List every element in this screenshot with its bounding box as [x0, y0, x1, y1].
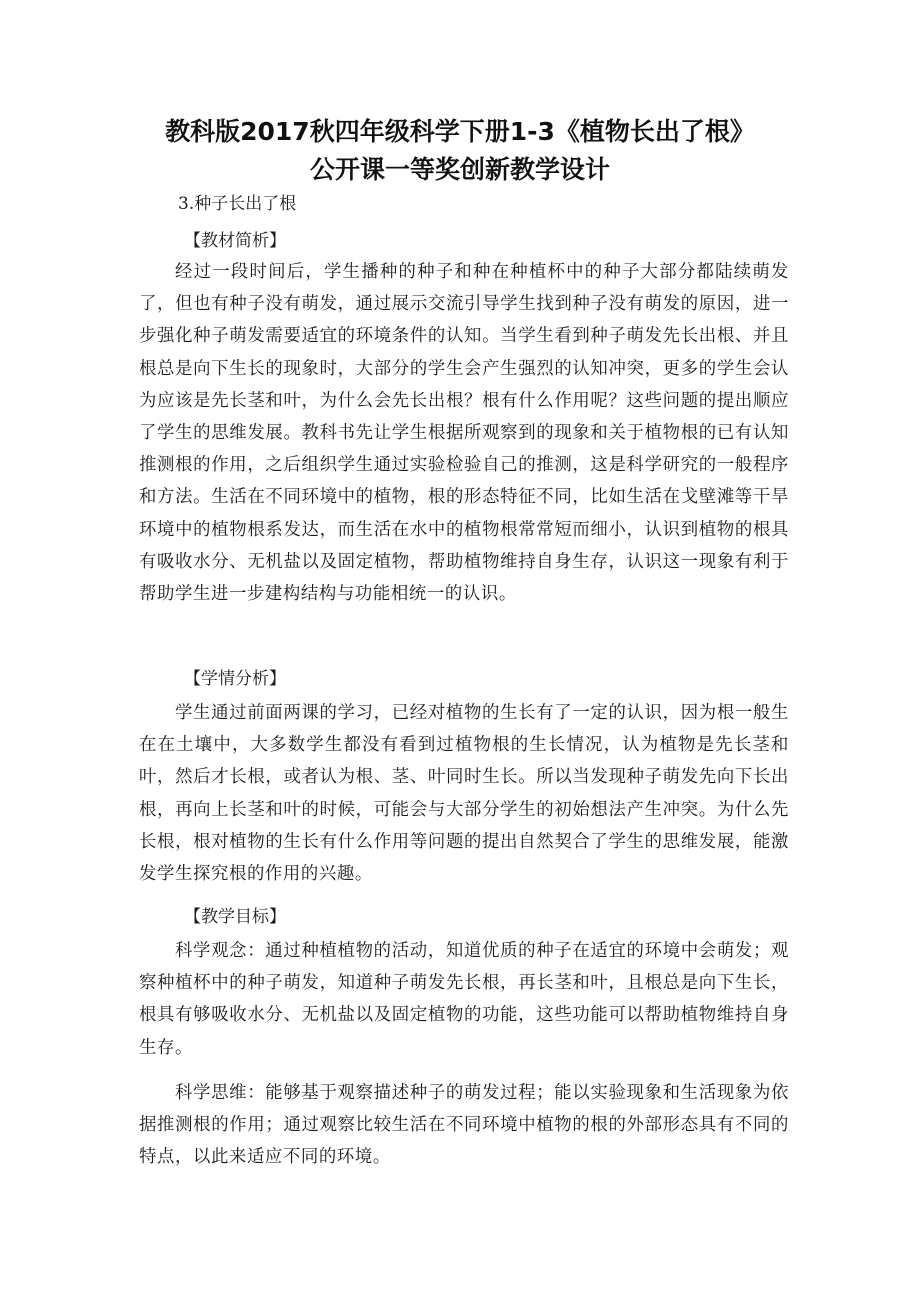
paragraph-learner-analysis: 学生通过前面两课的学习，已经对植物的生长有了一定的认识，因为根一般生在在土壤中，大多数学生都没有看到过植物根的生长情况，认为植物是先长茎和叶，然后才长根，或者认为根、茎、叶同时生长。所以当发现种子萌发先向下长出根，再向上长茎和叶的时候，可能会与大部分学生的初始想法产生冲突。为什么先长根，根对植物的生长有什么作用等问题的提出自然契合了学生的思维发展，能激发学生探究根的作用的兴趣。	[139, 703, 789, 885]
section-heading-teaching-goals: 【教学目标】	[184, 907, 286, 927]
paragraph-scientific-concepts: 科学观念：通过种植植物的活动，知道优质的种子在适宜的环境中会萌发；观察种植杯中的种子萌发，知道种子萌发先长根，再长茎和叶，且根总是向下生长，根具有够吸收水分、无机盐以及固定植物的功能，这些功能可以帮助植物维持自身生存。	[139, 941, 789, 1058]
document-title-line-1: 教科版2017秋四年级科学下册1-3《植物长出了根》	[165, 117, 755, 146]
paragraph-scientific-thinking: 科学思维：能够基于观察描述种子的萌发过程；能以实验现象和生活现象为依据推测根的作用；通过观察比较生活在不同环境中植物的根的外部形态具有不同的特点，以此来适应不同的环境。	[139, 1083, 789, 1168]
section-heading-learner-analysis: 【学情分析】	[184, 669, 286, 689]
paragraph-textbook-analysis: 经过一段时间后，学生播种的种子和种在种植杯中的种子大部分都陆续萌发了，但也有种子没有萌发，通过展示交流引导学生找到种子没有萌发的原因，进一步强化种子萌发需要适宜的环境条件的认知。当学生看到种子萌发先长出根、并且根总是向下生长的现象时，大部分的学生会产生强烈的认知冲突，更多的学生会认为应该是先长茎和叶，为什么会先长出根？根有什么作用呢？这些问题的提出顺应了学生的思维发展。教科书先让学生根据所观察到的现象和关于植物根的已有认知推测根的作用，之后组织学生通过实验检验自己的推测，这是科学研究的一般程序和方法。生活在不同环境中的植物，根的形态特征不同，比如生活在戈壁滩等干旱环境中的植物根系发达，而生活在水中的植物根常常短而细小，认识到植物的根具有吸收水分、无机盐以及固定植物，帮助植物维持自身生存，认识这一现象有利于帮助学生进一步建构结构与功能相统一的认识。	[139, 262, 789, 605]
lesson-title: 3.种子长出了根	[178, 194, 297, 214]
document-title-line-2: 公开课一等奖创新教学设计	[309, 155, 610, 184]
section-heading-textbook-analysis: 【教材简析】	[184, 231, 286, 251]
